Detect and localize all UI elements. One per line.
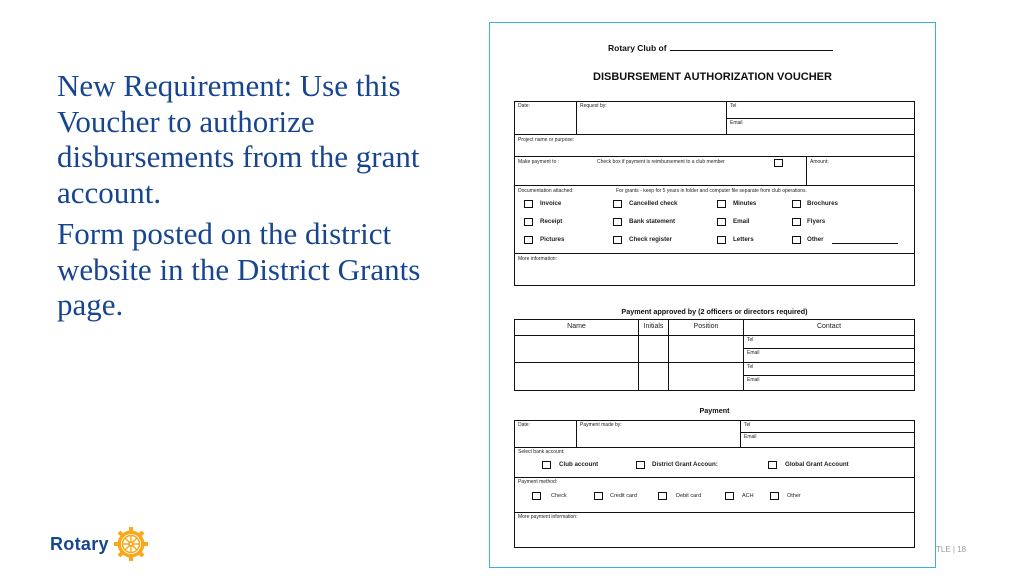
request-by-cell: Request by: [576, 102, 726, 134]
make-payment-row: Make payment to : Check box if payment is reimbursement to a club member Amount: [515, 157, 914, 186]
other-doc-checkbox[interactable] [792, 236, 801, 244]
email-doc-checkbox[interactable] [717, 218, 726, 226]
global-grant-account-checkbox[interactable] [768, 461, 777, 469]
pictures-checkbox[interactable] [524, 236, 533, 244]
rotary-logo [50, 526, 149, 562]
flyers-checkbox[interactable] [792, 218, 801, 226]
payment-method-row: Payment method: Check Credit card Debit card ACH Other [515, 478, 914, 513]
approval-table [514, 319, 915, 391]
voucher-title: DISBURSEMENT AUTHORIZATION VOUCHER [593, 71, 832, 83]
receipt-checkbox[interactable] [524, 218, 533, 226]
approval-row-2: Tel Email [515, 363, 914, 390]
more-payment-info-row: More payment information: [518, 514, 578, 520]
payment-table [514, 420, 915, 548]
district-grant-account-checkbox[interactable] [636, 461, 645, 469]
payment-title: Payment [699, 406, 730, 415]
reimbursement-checkbox[interactable] [774, 159, 783, 167]
slide-footer: TLE | 18 [936, 545, 967, 554]
club-account-checkbox[interactable] [542, 461, 551, 469]
credit-card-checkbox[interactable] [594, 492, 603, 500]
check-method-checkbox[interactable] [532, 492, 541, 500]
approval-header-row: Name Initials Position Contact [515, 320, 914, 336]
other-method-checkbox[interactable] [770, 492, 779, 500]
request-contact-cell: Tel Email [726, 102, 914, 134]
bank-statement-checkbox[interactable] [613, 218, 622, 226]
check-register-checkbox[interactable] [613, 236, 622, 244]
payment-made-row: Date: Payment made by: Tel Email [515, 421, 914, 448]
requirement-paragraph: New Requirement: Use this Voucher to authorize disbursements from the grant account. [57, 68, 420, 210]
request-row: Date: Request by: Tel Email [515, 102, 914, 135]
approval-row-1: Tel Email [515, 336, 914, 363]
request-table [514, 101, 915, 286]
brochures-checkbox[interactable] [792, 200, 801, 208]
slide-body-text [57, 68, 457, 323]
rotary-logo-text: Rotary [50, 533, 109, 554]
minutes-checkbox[interactable] [717, 200, 726, 208]
project-row: Project name or purpose: [515, 135, 914, 157]
debit-card-checkbox[interactable] [658, 492, 667, 500]
club-name-line: Rotary Club of [608, 43, 833, 53]
bank-account-row: Select bank account: Club account District Grant Accoun: Global Grant Account [515, 448, 914, 478]
approval-title: Payment approved by (2 officers or directors required) [621, 307, 808, 316]
amount-cell: Amount: [806, 157, 914, 185]
ach-checkbox[interactable] [725, 492, 734, 500]
invoice-checkbox[interactable] [524, 200, 533, 208]
form-location-paragraph: Form posted on the district website in the District Grants page. [57, 216, 421, 322]
more-info-row: More information: [518, 256, 557, 262]
cancelled-check-checkbox[interactable] [613, 200, 622, 208]
rotary-wheel-icon [113, 526, 149, 562]
letters-checkbox[interactable] [717, 236, 726, 244]
voucher-document [489, 22, 936, 568]
documentation-row: Documentation attached: For grants - keep for 5 years in folder and computer file separate from club operations. Invoice Cancelled check Minutes Brochures Receipt Bank statement Email Flyers Pictures Check register Letters Other [515, 186, 914, 254]
